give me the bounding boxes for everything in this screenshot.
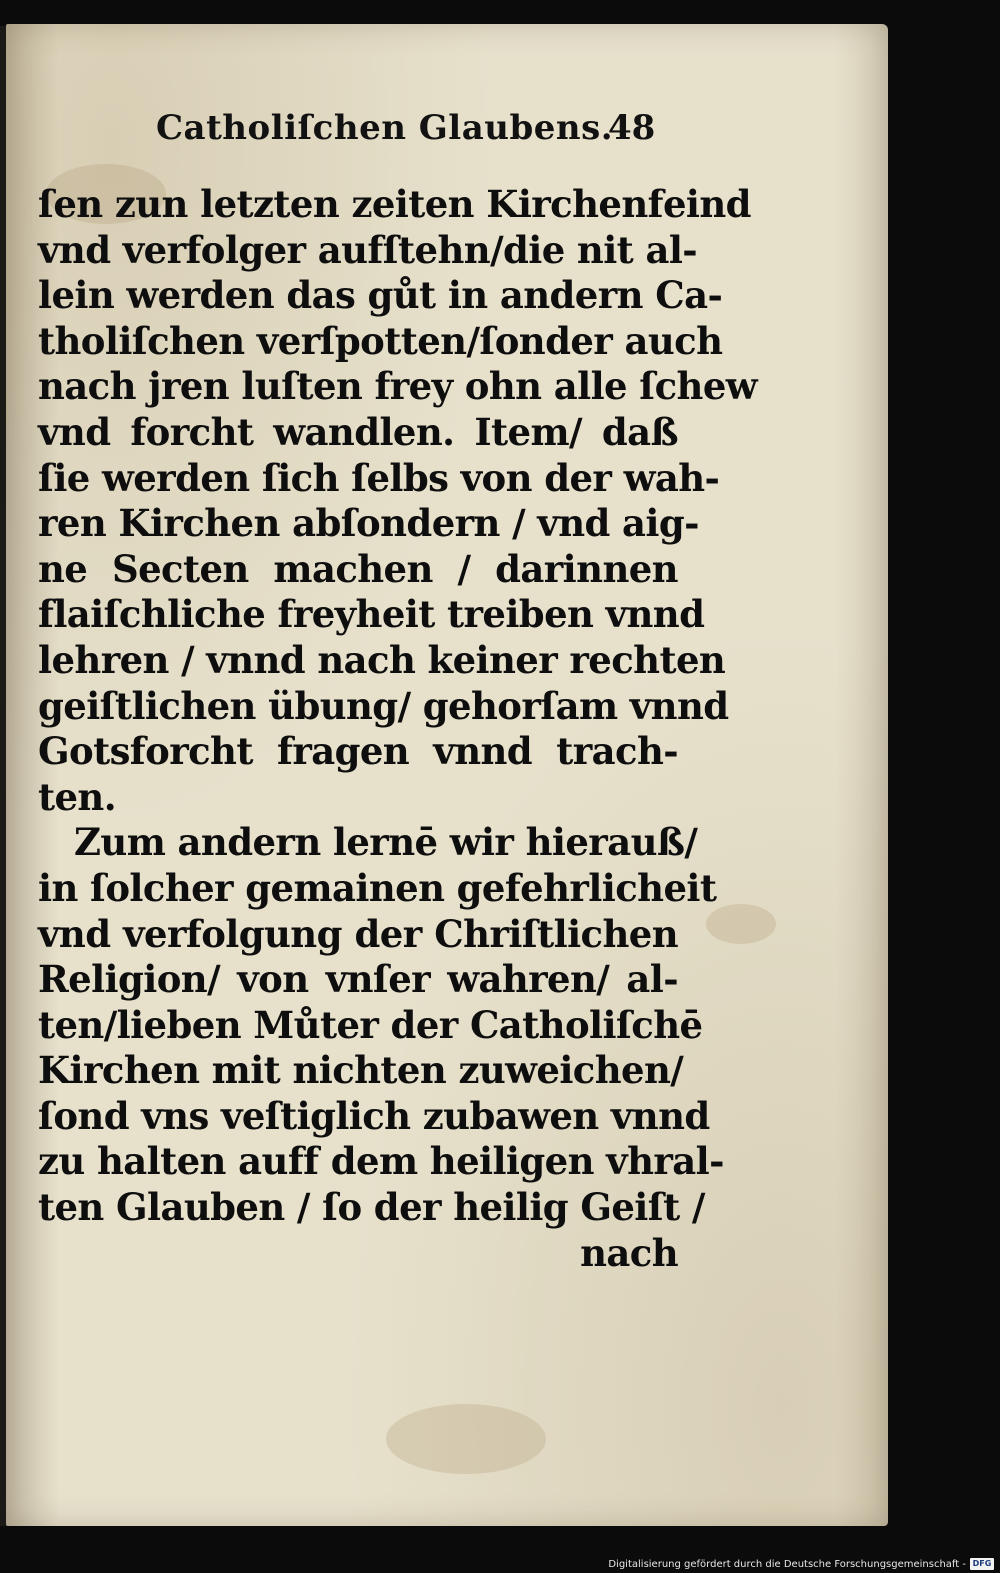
text-line: vnd verfolgung der Chriſtlichen (38, 911, 678, 956)
dfg-logo-icon: DFG (970, 1558, 994, 1570)
text-line: ſie werden ſich ſelbs von der wah- (38, 455, 720, 500)
text-line: tholiſchen verſpotten/ſonder auch (38, 318, 723, 363)
paper-stain (706, 904, 776, 944)
catchword: nach (580, 1230, 678, 1275)
body-text (38, 182, 758, 1276)
text-line: lehren / vnnd nach keiner rechten (38, 637, 726, 682)
text-line: geiſtlichen übung/ gehorſam vnnd (38, 683, 729, 728)
text-line: ren Kirchen abſondern / vnd aig- (38, 501, 699, 546)
funding-credit: Digitalisierung gefördert durch die Deutsche Forschungsgemeinschaft - (608, 1559, 966, 1570)
text-line: zu halten auff dem heiligen vhral- (38, 1139, 724, 1184)
footer-bar (0, 1555, 1000, 1573)
text-line: ten/lieben Můter der Catholiſchē (38, 1002, 703, 1047)
text-line: in ſolcher gemainen gefehrlicheit (38, 865, 717, 910)
text-line: nach jren luſten frey ohn alle ſchew (38, 364, 758, 409)
text-line: ten. (38, 774, 117, 819)
text-line: ſen zun letzten zeiten Kirchenfeind (38, 182, 751, 226)
text-line: Religion/ von vnſer wahren/ al- (38, 957, 678, 1002)
text-line: Zum andern lernē wir hierauß/ (74, 820, 698, 865)
book-page (6, 24, 888, 1526)
page-number: 48 (608, 108, 656, 148)
text-line: Gotsforcht fragen vnnd trach- (38, 729, 678, 774)
text-line: vnd verfolger aufſtehn/die nit al- (38, 227, 698, 272)
paper-stain (386, 1404, 546, 1474)
running-head: Catholiſchen Glaubens. (156, 108, 614, 148)
text-line: ne Secten machen / darinnen (38, 546, 678, 591)
text-line: ſond vns veſtiglich zubawen vnnd (38, 1093, 710, 1138)
text-line: Kirchen mit nichten zuweichen/ (38, 1048, 684, 1093)
text-line: ten Glauben / ſo der heilig Geiſt / (38, 1185, 705, 1230)
text-line: lein werden das gůt in andern Ca- (38, 273, 723, 318)
text-line: vnd forcht wandlen. Item/ daß (38, 409, 678, 454)
text-line: flaiſchliche freyheit treiben vnnd (38, 592, 705, 637)
